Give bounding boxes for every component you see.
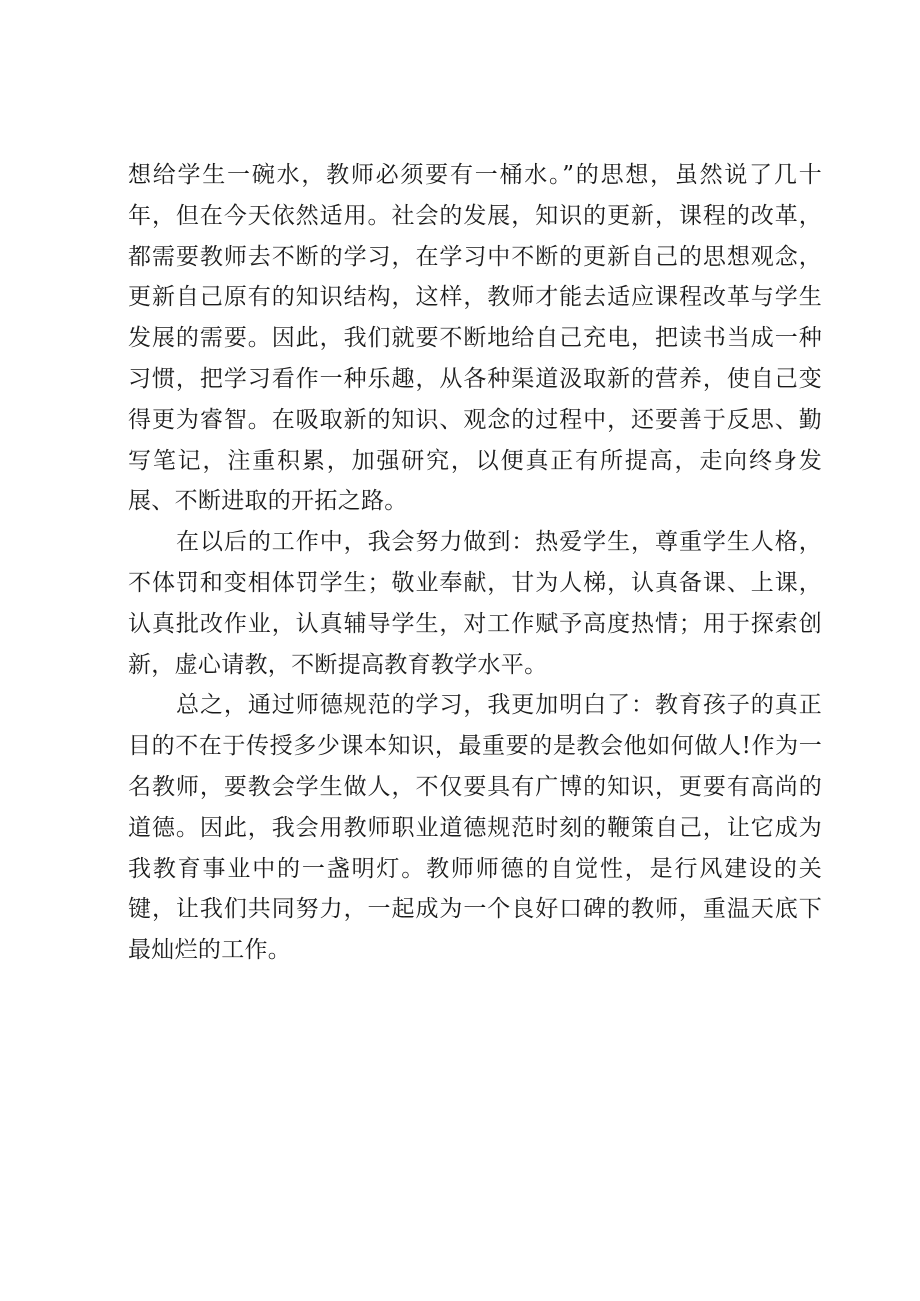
paragraph-1: 想给学生一碗水，教师必须要有一桶水。”的思想，虽然说了几十年，但在今天依然适用。社会的发展，知识的更新，课程的改革，都需要教师去不断的学习，在学习中不断的更新自己的思想观念，更新自己原有的知识结构，这样，教师才能去适应课程改革与学生发展的需要。因此，我们就要不断地给自己充电，把读书当成一种习惯，把学习看作一种乐趣，从各种渠道汲取新的营养，使自己变得更为睿智。在吸取新的知识、观念的过程中，还要善于反思、勤写笔记，注重积累，加强研究，以便真正有所提高，走向终身发展、不断进取的开拓之路。 [128, 162, 822, 515]
document-body [128, 155, 822, 971]
paragraph-2: 在以后的工作中，我会努力做到：热爱学生，尊重学生人格，不体罚和变相体罚学生；敬业奉献，甘为人梯，认真备课、上课，认真批改作业，认真辅导学生，对工作赋予高度热情；用于探索创新，虚心请教，不断提高教育教学水平。 [128, 529, 822, 678]
paragraph-3: 总之，通过师德规范的学习，我更加明白了：教育孩子的真正目的不在于传授多少课本知识，最重要的是教会他如何做人!作为一名教师，要教会学生做人，不仅要具有广博的知识，更要有高尚的道德。因此，我会用教师职业道德规范时刻的鞭策自己，让它成为我教育事业中的一盏明灯。教师师德的自觉性，是行风建设的关键，让我们共同努力，一起成为一个良好口碑的教师，重温天底下最灿烂的工作。 [128, 692, 822, 964]
